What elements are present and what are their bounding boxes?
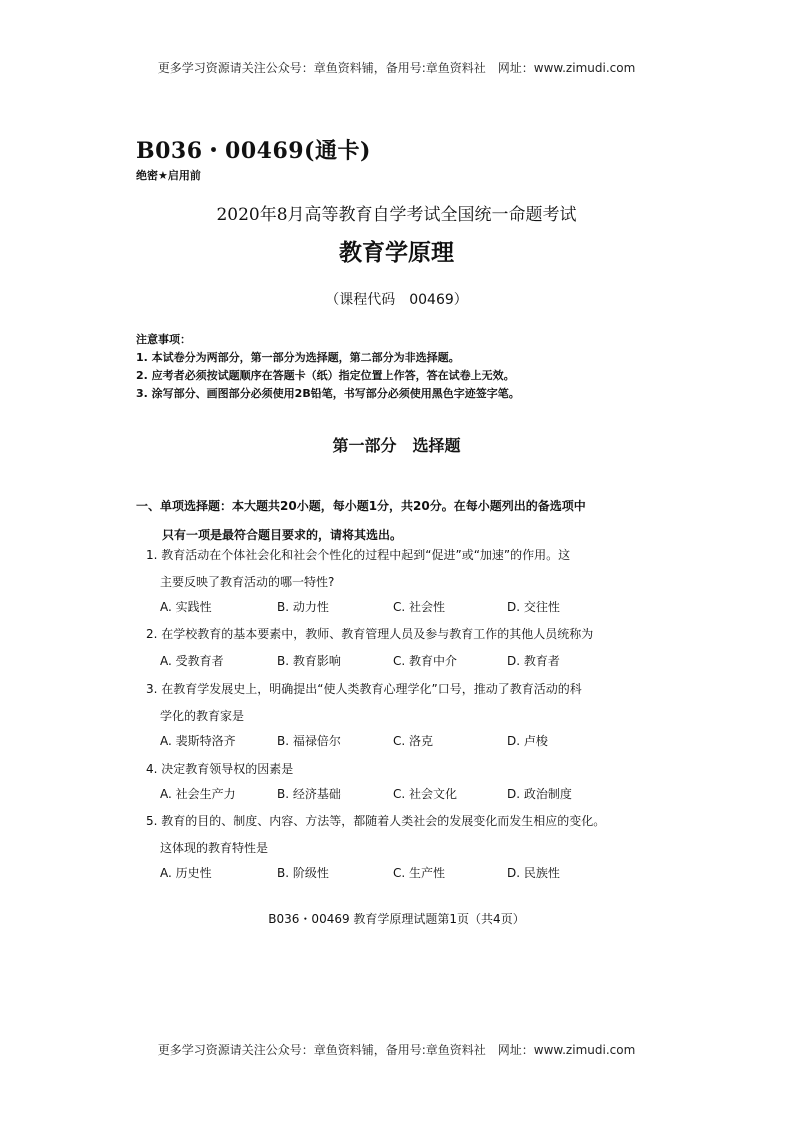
option-d: D. 卢梭	[507, 734, 548, 748]
option-a: A. 裴斯特洛齐	[160, 734, 236, 748]
option-a: A. 受教育者	[160, 654, 224, 668]
option-b: B. 阶级性	[277, 866, 329, 880]
option-a: A. 社会生产力	[160, 787, 236, 801]
note-item: 3. 涂写部分、画图部分必须使用2B铅笔，书写部分必须使用黑色字迹签字笔。	[136, 387, 520, 400]
notes-block	[136, 331, 520, 403]
option-d: D. 交往性	[507, 600, 560, 614]
question-stem-cont: 学化的教育家是	[160, 709, 245, 723]
paper-code: B036・00469(通卡)	[136, 138, 371, 164]
note-item: 1. 本试卷分为两部分，第一部分为选择题，第二部分为非选择题。	[136, 351, 460, 364]
option-c: C. 社会性	[393, 600, 446, 614]
question-stem-cont: 这体现的教育特性是	[160, 841, 269, 855]
option-c: C. 社会文化	[393, 787, 458, 801]
question-3	[146, 676, 582, 730]
option-b: B. 经济基础	[277, 787, 341, 801]
exam-title: 2020年8月高等教育自学考试全国统一命题考试	[216, 205, 577, 225]
option-a: A. 历史性	[160, 866, 212, 880]
option-d: D. 民族性	[507, 866, 560, 880]
section-line: 只有一项是最符合题目要求的，请将其选出。	[162, 528, 403, 542]
confidential-mark: 绝密★启用前	[136, 169, 201, 182]
option-b: B. 福禄倍尔	[277, 734, 341, 748]
course-code: （课程代码 00469）	[325, 292, 468, 308]
option-d: D. 教育者	[507, 654, 560, 668]
question-stem: 1. 教育活动在个体社会化和社会个性化的过程中起到“促进”或“加速”的作用。这	[146, 548, 571, 562]
question-stem: 2. 在学校教育的基本要素中，教师、教育管理人员及参与教育工作的其他人员统称为	[146, 627, 594, 641]
question-stem: 5. 教育的目的、制度、内容、方法等，都随着人类社会的发展变化而发生相应的变化。	[146, 814, 606, 828]
question-stem: 4. 决定教育领导权的因素是	[146, 762, 294, 776]
bottom-banner: 更多学习资源请关注公众号：章鱼资料铺，备用号:章鱼资料社 网址：www.zimudi.com	[157, 1043, 636, 1057]
question-5	[146, 808, 605, 862]
option-a: A. 实践性	[160, 600, 212, 614]
option-c: C. 教育中介	[393, 654, 458, 668]
option-c: C. 洛克	[393, 734, 434, 748]
question-stem-cont: 主要反映了教育活动的哪一特性?	[160, 575, 335, 589]
option-b: B. 动力性	[277, 600, 329, 614]
notes-title: 注意事项：	[136, 333, 191, 346]
part-title: 第一部分 选择题	[332, 436, 461, 455]
option-d: D. 政治制度	[507, 787, 572, 801]
question-2	[146, 621, 593, 648]
option-c: C. 生产性	[393, 866, 446, 880]
page-footer: B036・00469 教育学原理试题第1页（共4页）	[268, 912, 525, 926]
question-1	[146, 542, 570, 596]
top-banner: 更多学习资源请关注公众号：章鱼资料铺，备用号:章鱼资料社 网址：www.zimudi.com	[157, 61, 636, 75]
section-line: 一、单项选择题：本大题共20小题，每小题1分，共20分。在每小题列出的备选项中	[136, 499, 586, 513]
question-4	[146, 756, 293, 783]
question-stem: 3. 在教育学发展史上，明确提出“使人类教育心理学化”口号，推动了教育活动的科	[146, 682, 582, 696]
note-item: 2. 应考者必须按试题顺序在答题卡（纸）指定位置上作答，答在试卷上无效。	[136, 369, 515, 382]
subject-title: 教育学原理	[339, 239, 454, 266]
option-b: B. 教育影响	[277, 654, 341, 668]
